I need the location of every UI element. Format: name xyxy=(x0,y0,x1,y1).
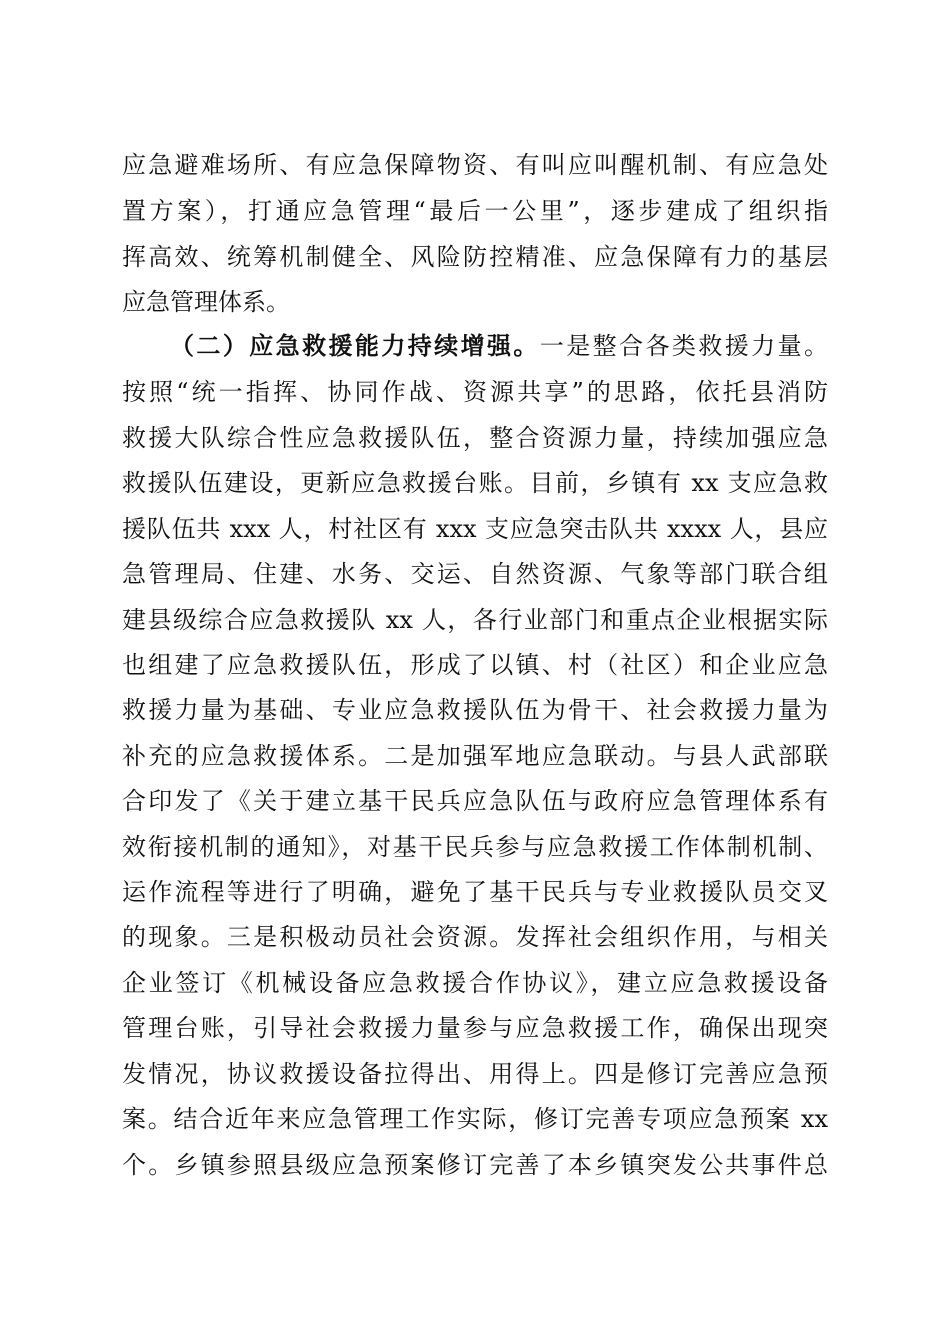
text-line: 也组建了应急救援队伍，形成了以镇、村（社区）和企业应急 xyxy=(122,651,828,679)
section-first-line-text: 一是整合各类救援力量。 xyxy=(539,332,829,360)
text-line: 案。结合近年来应急管理工作实际，修订完善专项应急预案 xx xyxy=(122,1105,828,1133)
text-line: 挥高效、统筹机制健全、风险防控精准、应急保障有力的基层 xyxy=(122,243,828,271)
text-line: 救援大队综合性应急救援队伍，整合资源力量，持续加强应急 xyxy=(122,424,828,452)
text-line: 效衔接机制的通知》，对基干民兵参与应急救援工作体制机制、 xyxy=(122,833,828,861)
text-line: 置方案），打通应急管理“最后一公里”，逐步建成了组织指 xyxy=(122,197,828,225)
text-line: 救援力量为基础、专业应急救援队伍为骨干、社会救援力量为 xyxy=(122,696,828,724)
text-line: 应急管理体系。 xyxy=(122,288,290,316)
text-line: 应急避难场所、有应急保障物资、有叫应叫醒机制、有应急处 xyxy=(122,151,828,179)
text-line: 管理台账，引导社会救援力量参与应急救援工作，确保出现突 xyxy=(122,1014,828,1042)
text-line: 救援队伍建设，更新应急救援台账。目前，乡镇有 xx 支应急救 xyxy=(122,469,828,497)
text-line: 个。乡镇参照县级应急预案修订完善了本乡镇突发公共事件总 xyxy=(122,1151,828,1179)
text-line: 援队伍共 xxx 人，村社区有 xxx 支应急突击队共 xxxx 人，县应 xyxy=(122,515,828,543)
text-line: 的现象。三是积极动员社会资源。发挥社会组织作用，与相关 xyxy=(122,923,828,951)
section-heading: （二）应急救援能力持续增强。 xyxy=(170,331,540,360)
text-line: 企业签订《机械设备应急救援合作协议》，建立应急救援设备 xyxy=(122,969,828,997)
text-line: 补充的应急救援体系。二是加强军地应急联动。与县人武部联 xyxy=(122,742,828,770)
section-heading-line xyxy=(170,326,828,366)
text-line: 发情况，协议救援设备拉得出、用得上。四是修订完善应急预 xyxy=(122,1060,828,1088)
text-line: 运作流程等进行了明确，避免了基干民兵与专业救援队员交叉 xyxy=(122,878,828,906)
text-line: 合印发了《关于建立基干民兵应急队伍与政府应急管理体系有 xyxy=(122,787,828,815)
text-line: 建县级综合应急救援队 xx 人，各行业部门和重点企业根据实际 xyxy=(122,606,828,634)
text-line: 急管理局、住建、水务、交运、自然资源、气象等部门联合组 xyxy=(122,560,828,588)
text-line: 按照“统一指挥、协同作战、资源共享”的思路，依托县消防 xyxy=(122,378,828,406)
